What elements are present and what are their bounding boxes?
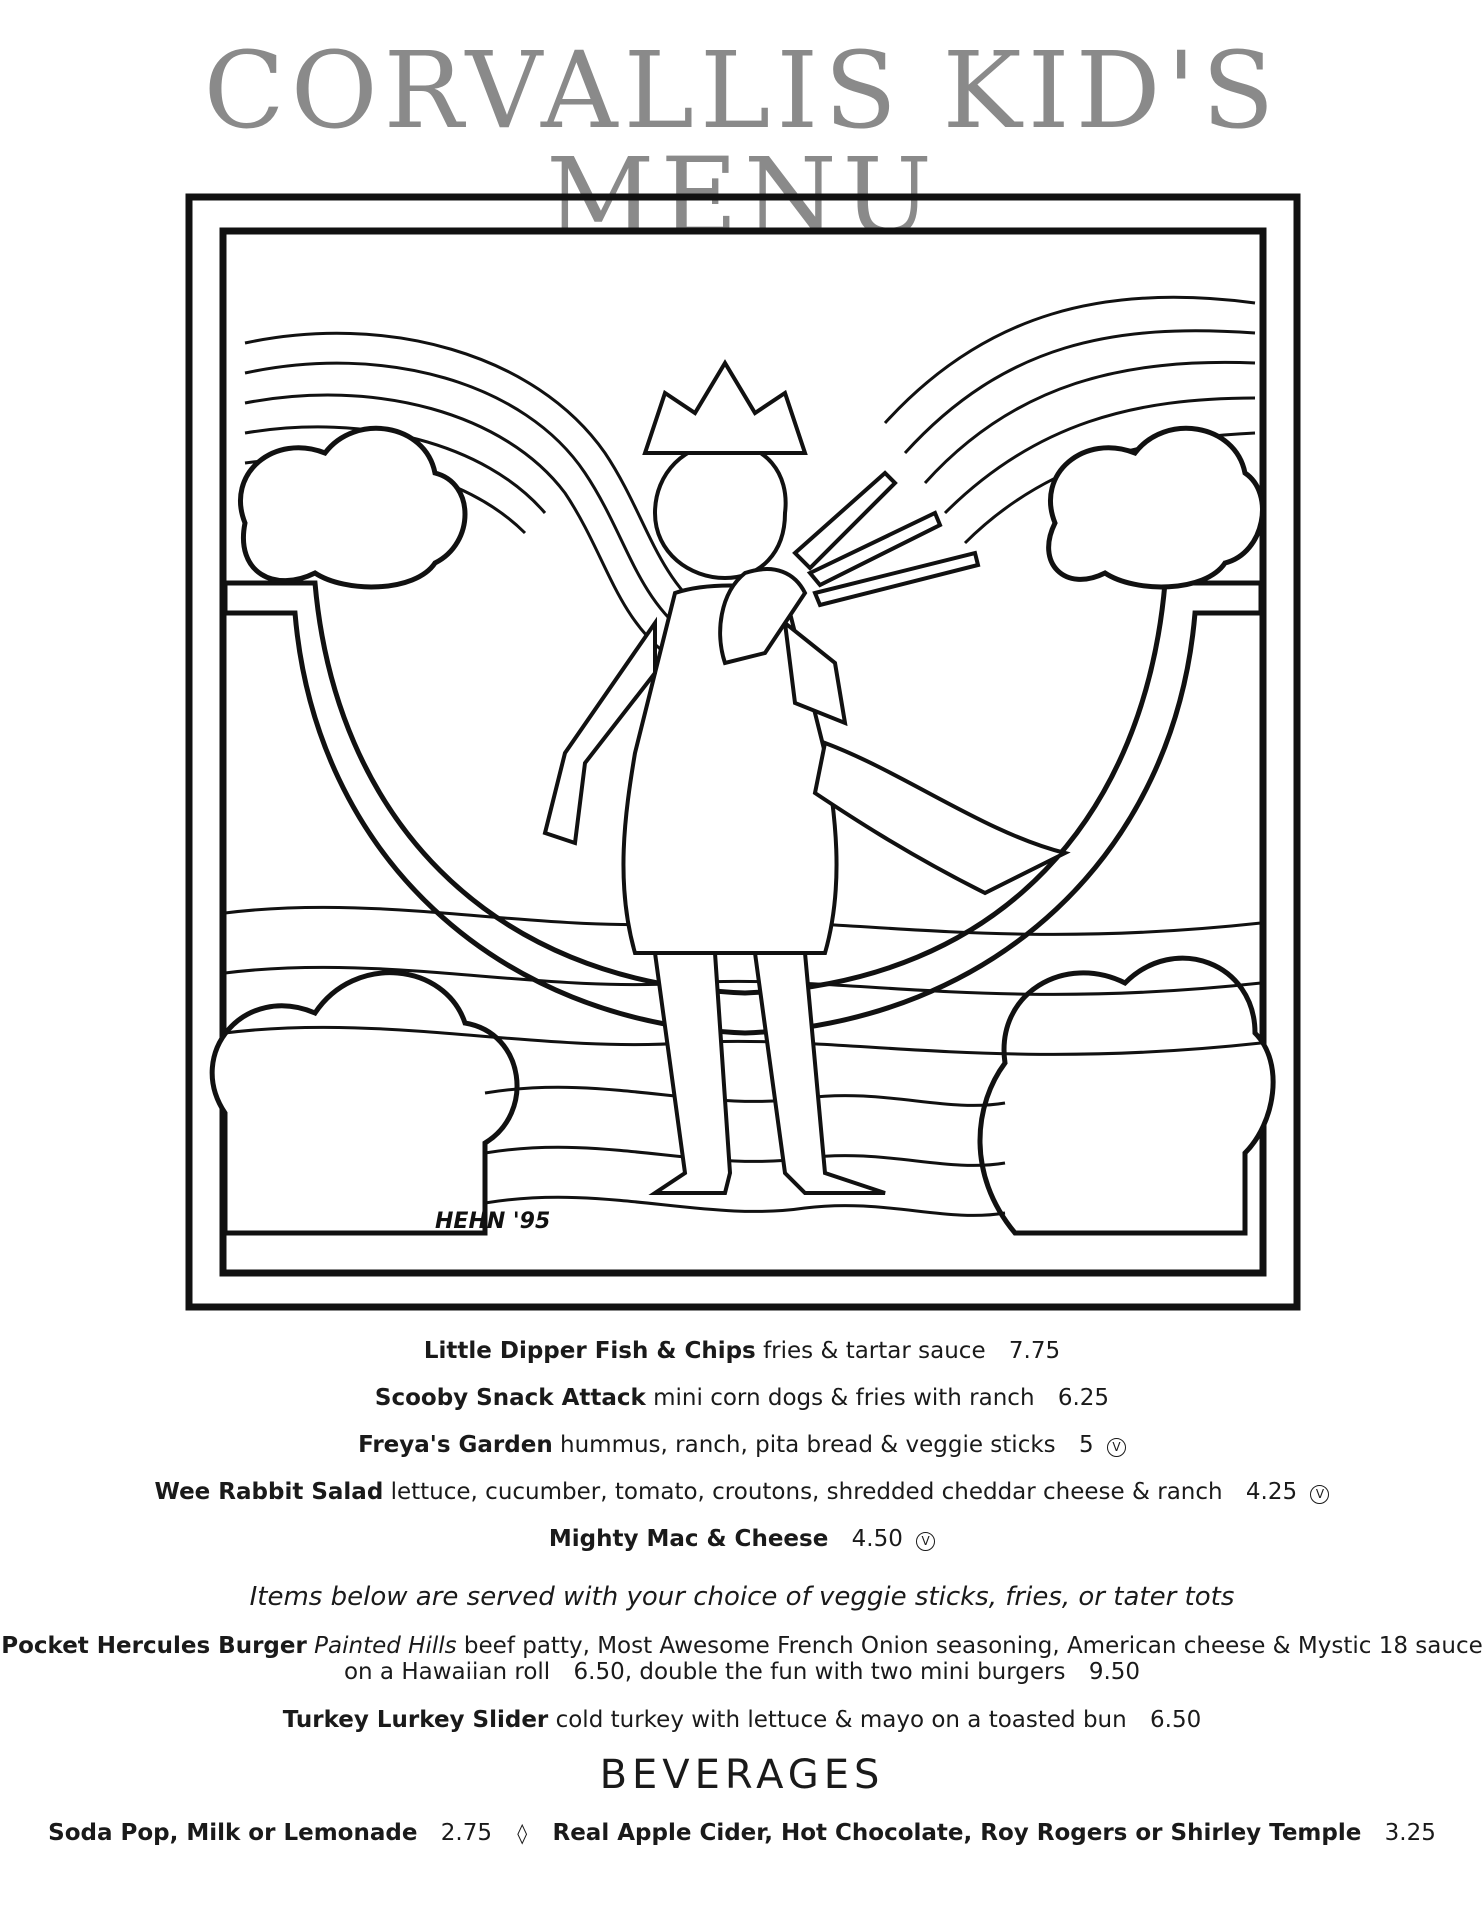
item-desc: lettuce, cucumber, tomato, croutons, shredded cheddar cheese & ranch (390, 1479, 1223, 1505)
item-price: 6.50 (1150, 1707, 1202, 1733)
item-name: Mighty Mac & Cheese (548, 1526, 829, 1552)
menu-item (0, 1338, 1484, 1364)
item-price: 6.25 (1057, 1385, 1110, 1411)
beverage-group: Real Apple Cider, Hot Chocolate, Roy Rogers or Shirley Temple (552, 1820, 1362, 1846)
item-desc: cold turkey with lettuce & mayo on a toasted bun (555, 1707, 1127, 1733)
beverages-line (0, 1820, 1484, 1846)
item-name: Turkey Lurkey Slider (282, 1707, 549, 1733)
item-desc: hummus, ranch, pita bread & veggie sticks (560, 1432, 1056, 1458)
item-name: Pocket Hercules Burger (1, 1633, 307, 1659)
item-desc: on a Hawaiian roll (343, 1659, 551, 1685)
vegetarian-icon: V (1310, 1485, 1329, 1504)
burger-item-line2 (0, 1659, 1484, 1685)
slider-item (0, 1707, 1484, 1733)
item-price: 6.50 (573, 1659, 625, 1685)
item-extra: , double the fun with two mini burgers (624, 1659, 1066, 1685)
item-desc: fries & tartar sauce (763, 1338, 986, 1364)
piper-figure (545, 363, 1065, 1193)
item-name: Freya's Garden (358, 1432, 553, 1458)
menu-title: CORVALLIS KID'S MENU (203, 29, 1281, 258)
item-name: Wee Rabbit Salad (154, 1479, 384, 1505)
burger-item (0, 1633, 1484, 1659)
beverage-price: 3.25 (1384, 1820, 1436, 1846)
piper-illustration (185, 193, 1301, 1311)
beverage-price: 2.75 (440, 1820, 492, 1846)
artist-signature: HEHN '95 (435, 1209, 551, 1234)
menu-item (0, 1479, 1484, 1505)
item-desc: beef patty, Most Awesome French Onion seasoning, American cheese & Mystic 18 sauce (463, 1633, 1483, 1659)
item-name: Little Dipper Fish & Chips (423, 1338, 756, 1364)
beverage-group: Soda Pop, Milk or Lemonade (48, 1820, 418, 1846)
item-price: 5 (1078, 1432, 1094, 1458)
item-extra-price: 9.50 (1088, 1659, 1141, 1685)
item-brand: Painted Hills (314, 1633, 457, 1659)
sides-note: Items below are served with your choice of veggie sticks, fries, or tater tots (249, 1582, 1235, 1612)
menu-item (0, 1432, 1484, 1458)
menu-item (0, 1526, 1484, 1552)
vegetarian-icon: V (1107, 1438, 1126, 1457)
item-desc: mini corn dogs & fries with ranch (653, 1385, 1035, 1411)
diamond-separator-icon: ◊ (517, 1821, 528, 1845)
menu-item (0, 1385, 1484, 1411)
item-price: 4.50 (851, 1526, 903, 1552)
item-price: 4.25 (1245, 1479, 1298, 1505)
vegetarian-icon: V (916, 1532, 935, 1551)
beverages-heading: BEVERAGES (599, 1752, 885, 1798)
item-price: 7.75 (1008, 1338, 1061, 1364)
item-name: Scooby Snack Attack (374, 1385, 646, 1411)
